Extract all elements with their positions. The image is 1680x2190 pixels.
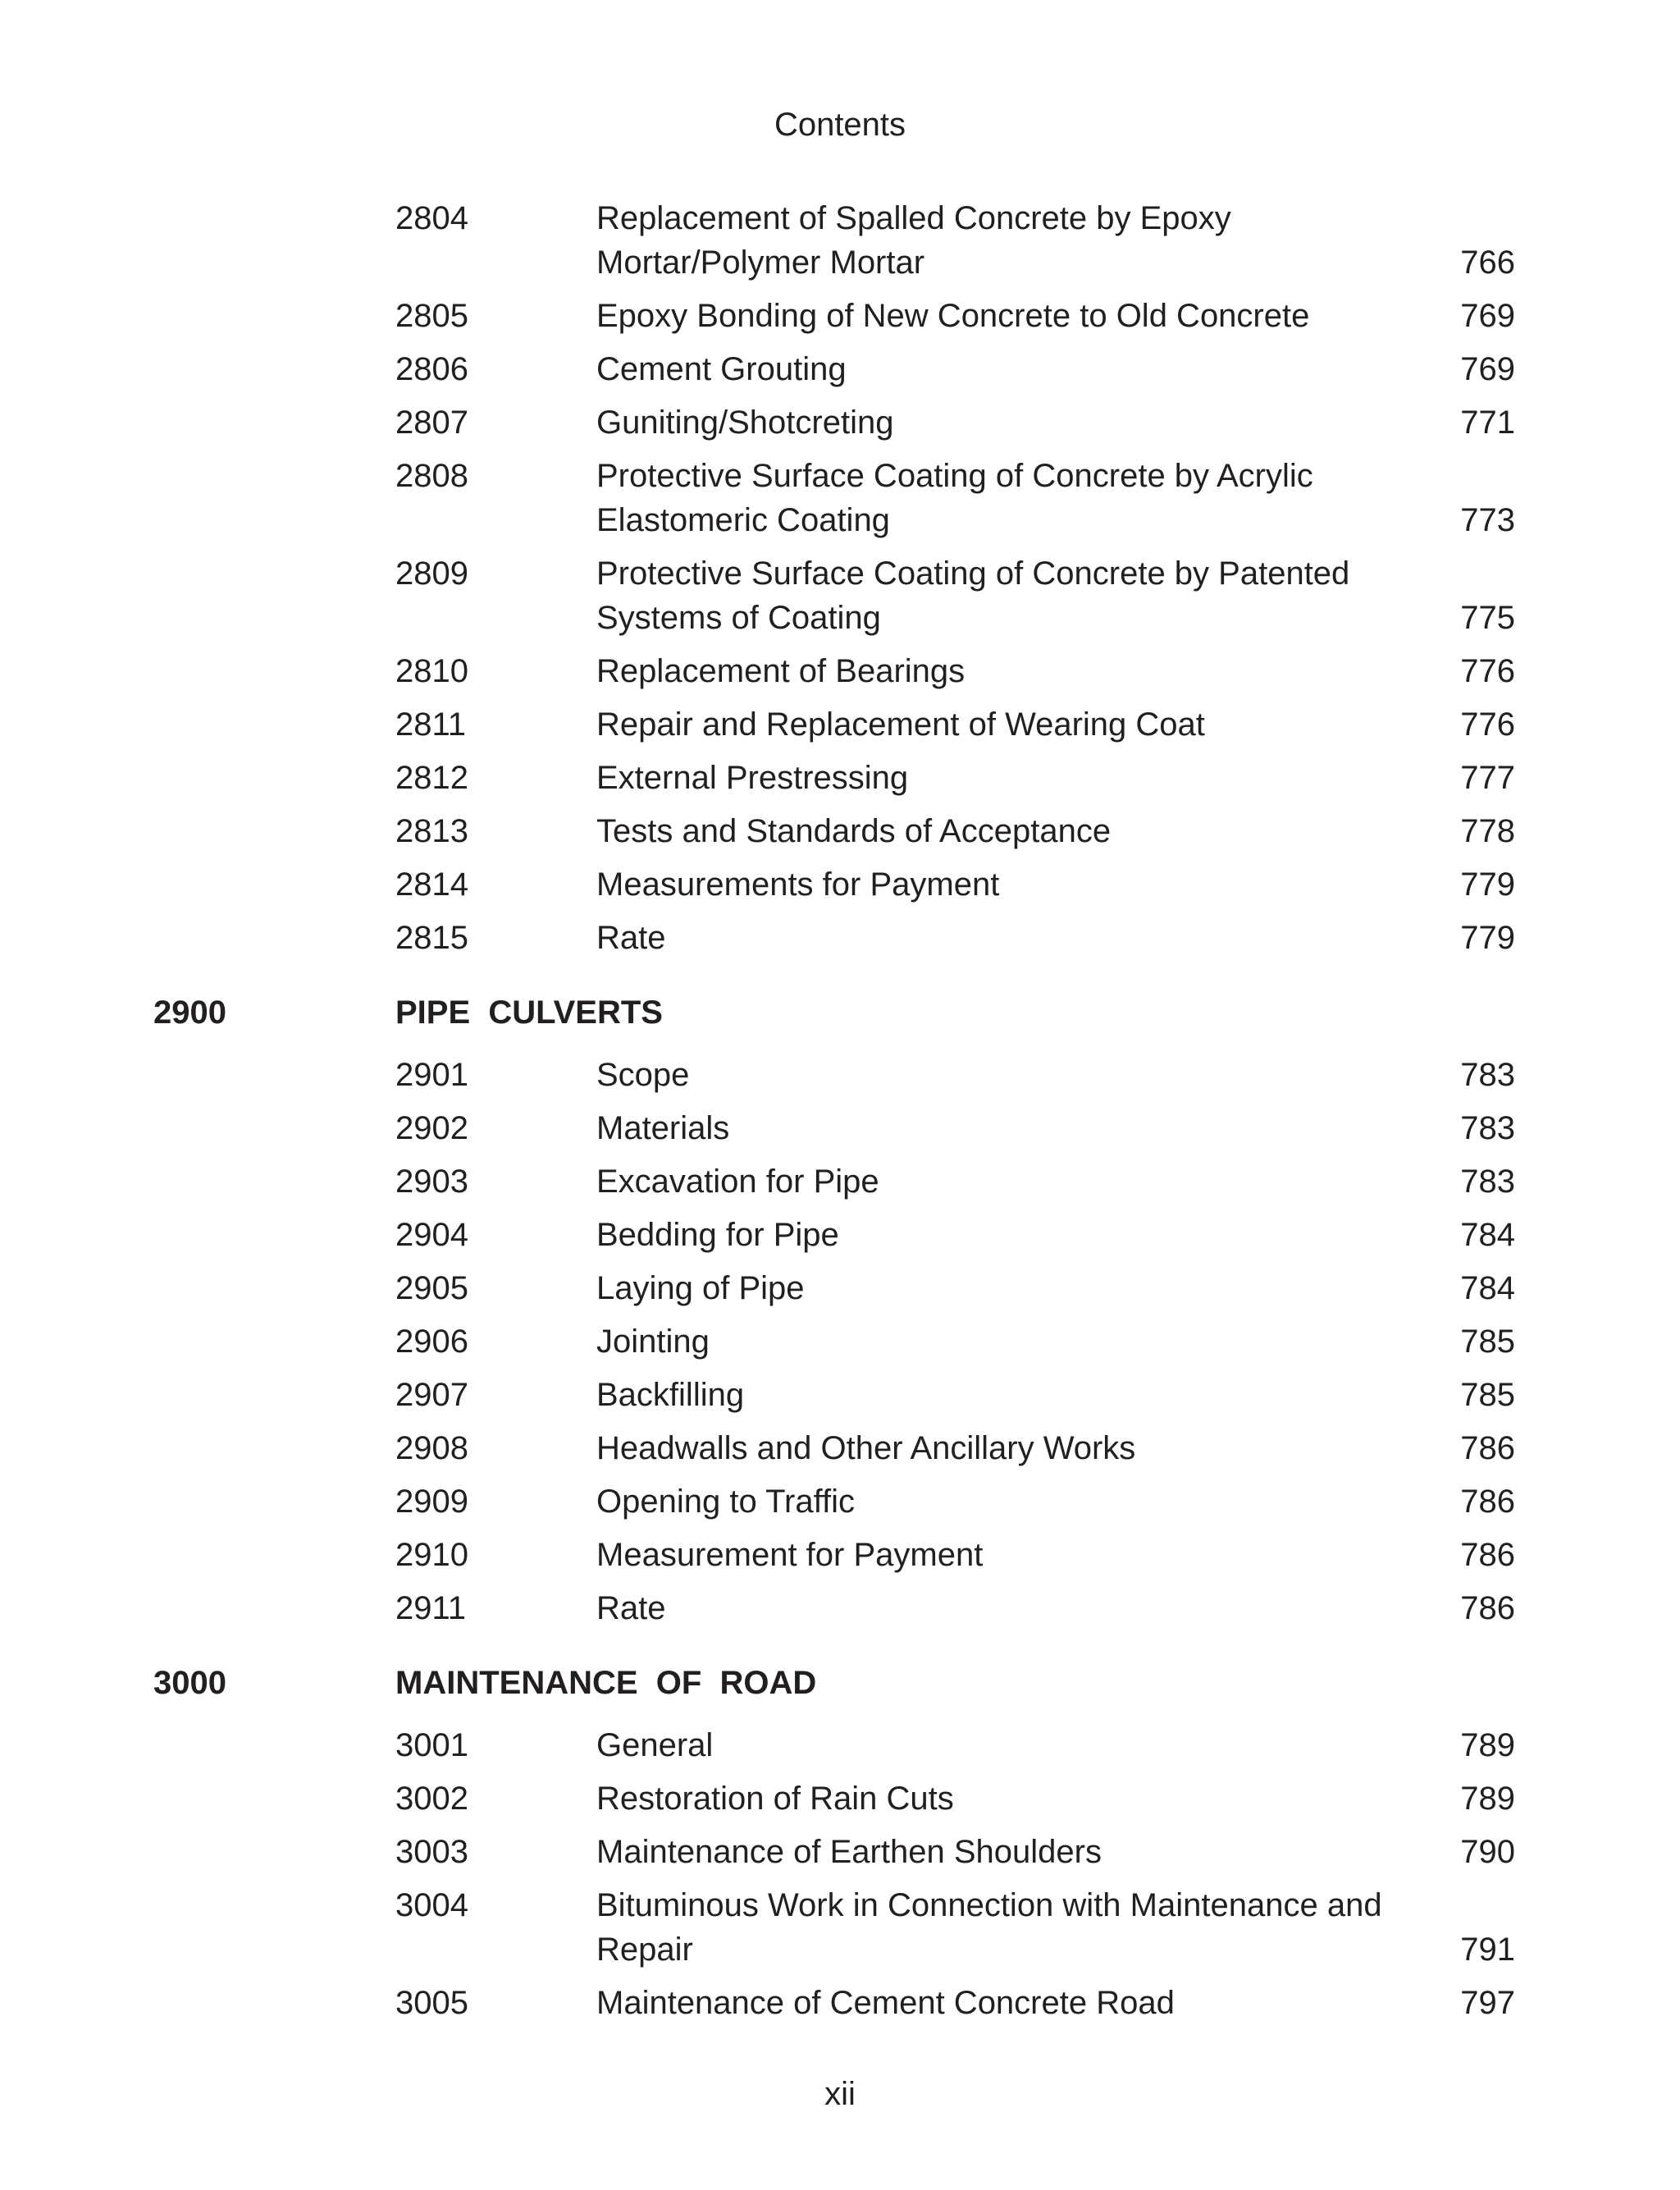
toc-entry [0, 752, 1680, 805]
toc-entry [0, 1315, 1680, 1369]
entry-page: 786 [1460, 1484, 1515, 1520]
entry-title: Measurement for Payment [596, 1537, 984, 1573]
entry-page: 769 [1460, 298, 1515, 334]
entry-title: Cement Grouting [596, 351, 847, 387]
entry-title: Bedding for Pipe [596, 1217, 839, 1253]
entry-title: Backfilling [596, 1377, 745, 1413]
entry-title: Maintenance of Earthen Shoulders [596, 1834, 1102, 1870]
entry-page: 783 [1460, 1110, 1515, 1146]
entry-page: 769 [1460, 351, 1515, 387]
table-of-contents [0, 192, 1680, 2030]
section-title: MAINTENANCE OF ROAD [395, 1665, 817, 1701]
entry-number: 2910 [395, 1537, 468, 1573]
entry-page: 784 [1460, 1270, 1515, 1306]
section-number: 3000 [153, 1665, 226, 1701]
entry-title: Materials [596, 1110, 730, 1146]
toc-entry [0, 1102, 1680, 1155]
toc-entry [0, 1422, 1680, 1475]
toc-entry [0, 1826, 1680, 1879]
entry-page: 784 [1460, 1217, 1515, 1253]
toc-entry [0, 1369, 1680, 1422]
entry-number: 2811 [395, 706, 467, 743]
section-heading [0, 1635, 1680, 1704]
toc-section [0, 192, 1680, 965]
entry-number: 2904 [395, 1217, 468, 1253]
entry-page: 783 [1460, 1164, 1515, 1200]
entry-page: 790 [1460, 1834, 1515, 1870]
toc-entry [0, 858, 1680, 912]
entry-title: Rate [596, 920, 666, 956]
toc-entry [0, 805, 1680, 858]
toc-entry [0, 1155, 1680, 1209]
entry-title: Protective Surface Coating of Concrete by Patented Systems of Coating [596, 556, 1350, 636]
toc-entry [0, 1977, 1680, 2030]
entry-page: 785 [1460, 1377, 1515, 1413]
entry-page: 779 [1460, 920, 1515, 956]
toc-entry [0, 645, 1680, 698]
section-number: 2900 [153, 994, 226, 1031]
entry-number: 2901 [395, 1057, 468, 1093]
entry-number: 2909 [395, 1484, 468, 1520]
entry-number: 3004 [395, 1887, 468, 1923]
toc-entry [0, 1529, 1680, 1582]
entry-number: 3003 [395, 1834, 468, 1870]
toc-entry [0, 1879, 1680, 1977]
toc-entry [0, 396, 1680, 450]
entry-title: Jointing [596, 1324, 710, 1360]
entry-page: 791 [1460, 1932, 1515, 1968]
entry-number: 3001 [395, 1727, 468, 1763]
entry-title: External Prestressing [596, 760, 909, 796]
entry-title: Epoxy Bonding of New Concrete to Old Concrete [596, 298, 1310, 334]
entry-page: 789 [1460, 1727, 1515, 1763]
entry-title: Laying of Pipe [596, 1270, 805, 1306]
entry-number: 2806 [395, 351, 468, 387]
entry-number: 2902 [395, 1110, 468, 1146]
entry-number: 2812 [395, 760, 468, 796]
entry-number: 3002 [395, 1781, 468, 1817]
entry-number: 2911 [395, 1590, 467, 1626]
entry-page: 771 [1460, 405, 1515, 441]
entry-title: Tests and Standards of Acceptance [596, 813, 1112, 849]
section-title: PIPE CULVERTS [395, 994, 663, 1031]
entry-number: 2815 [395, 920, 468, 956]
toc-entry [0, 912, 1680, 965]
entry-page: 786 [1460, 1537, 1515, 1573]
entry-number: 2905 [395, 1270, 468, 1306]
entry-title: Bituminous Work in Connection with Maintenance and Repair [596, 1887, 1382, 1968]
toc-entry [0, 1719, 1680, 1772]
entry-number: 2804 [395, 200, 468, 236]
entry-number: 2906 [395, 1324, 468, 1360]
entry-page: 775 [1460, 600, 1515, 636]
entry-title: General [596, 1727, 714, 1763]
entry-number: 2903 [395, 1164, 468, 1200]
entry-title: Headwalls and Other Ancillary Works [596, 1430, 1136, 1466]
entry-number: 2810 [395, 653, 468, 689]
page-number: xii [824, 2076, 856, 2112]
entry-title: Scope [596, 1057, 690, 1093]
entry-page: 773 [1460, 502, 1515, 538]
entry-title: Opening to Traffic [596, 1484, 855, 1520]
entry-page: 766 [1460, 245, 1515, 281]
toc-entry [0, 290, 1680, 343]
toc-section [0, 1635, 1680, 2030]
entry-title: Replacement of Bearings [596, 653, 966, 689]
entry-title: Repair and Replacement of Wearing Coat [596, 706, 1205, 743]
entry-number: 2907 [395, 1377, 468, 1413]
entry-number: 3005 [395, 1985, 468, 2021]
entry-title: Restoration of Rain Cuts [596, 1781, 954, 1817]
toc-entry [0, 698, 1680, 752]
entry-page: 777 [1460, 760, 1515, 796]
entry-page: 779 [1460, 866, 1515, 903]
entry-number: 2813 [395, 813, 468, 849]
entry-page: 789 [1460, 1781, 1515, 1817]
entry-page: 778 [1460, 813, 1515, 849]
entry-title: Maintenance of Cement Concrete Road [596, 1985, 1175, 2021]
toc-entry [0, 547, 1680, 645]
entry-title: Excavation for Pipe [596, 1164, 879, 1200]
entry-page: 797 [1460, 1985, 1515, 2021]
entry-title: Replacement of Spalled Concrete by Epoxy Mortar/Polymer Mortar [596, 200, 1231, 281]
toc-entry [0, 1582, 1680, 1635]
entry-title: Guniting/Shotcreting [596, 405, 894, 441]
entry-title: Rate [596, 1590, 666, 1626]
entry-number: 2908 [395, 1430, 468, 1466]
entry-number: 2808 [395, 458, 468, 494]
toc-entry [0, 1049, 1680, 1102]
toc-entry [0, 343, 1680, 396]
toc-entry [0, 1475, 1680, 1529]
section-heading [0, 965, 1680, 1034]
entry-number: 2805 [395, 298, 468, 334]
toc-entry [0, 1209, 1680, 1262]
entry-page: 776 [1460, 706, 1515, 743]
toc-entry [0, 450, 1680, 547]
toc-entry [0, 1262, 1680, 1315]
toc-entry [0, 1772, 1680, 1826]
entry-page: 785 [1460, 1324, 1515, 1360]
entry-page: 776 [1460, 653, 1515, 689]
toc-entry [0, 192, 1680, 290]
entry-page: 786 [1460, 1430, 1515, 1466]
entry-title: Protective Surface Coating of Concrete by Acrylic Elastomeric Coating [596, 458, 1313, 538]
entry-number: 2807 [395, 405, 468, 441]
entry-page: 786 [1460, 1590, 1515, 1626]
entry-number: 2814 [395, 866, 468, 903]
page-title: Contents [774, 107, 906, 143]
entry-page: 783 [1460, 1057, 1515, 1093]
entry-title: Measurements for Payment [596, 866, 1000, 903]
entry-number: 2809 [395, 556, 468, 592]
toc-section [0, 965, 1680, 1635]
